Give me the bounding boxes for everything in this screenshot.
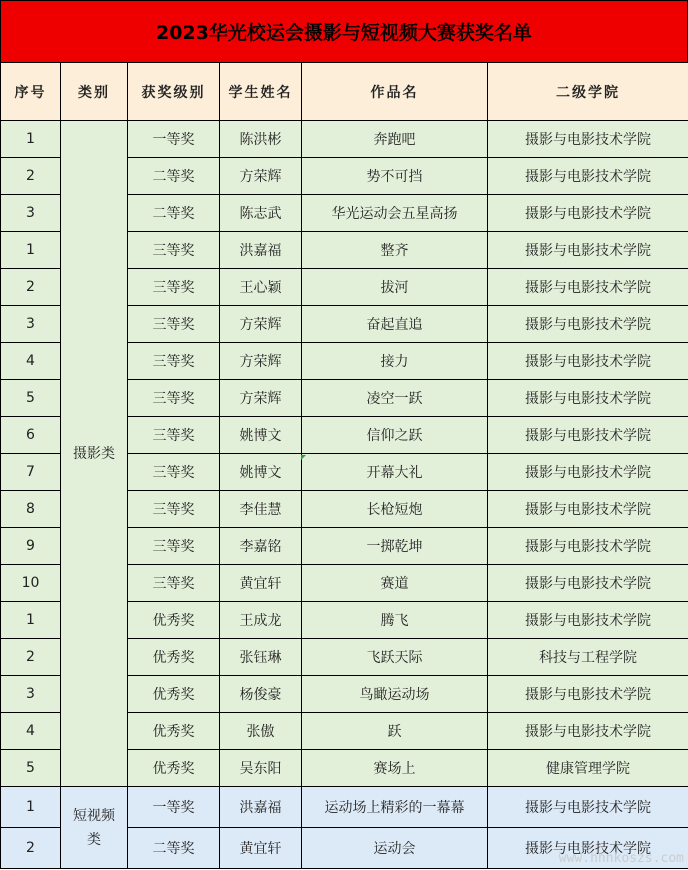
cell-college: 摄影与电影技术学院 bbox=[488, 158, 688, 195]
cell-college: 摄影与电影技术学院 bbox=[488, 121, 688, 158]
cell-college: 摄影与电影技术学院 bbox=[488, 713, 688, 750]
cell-award: 优秀奖 bbox=[128, 713, 220, 750]
cell-work: 凌空一跃 bbox=[302, 380, 488, 417]
cell-college: 摄影与电影技术学院 bbox=[488, 306, 688, 343]
category-photography: 摄影类 bbox=[61, 121, 128, 787]
cell-student: 姚博文 bbox=[220, 417, 302, 454]
col-header-college: 二级学院 bbox=[488, 63, 688, 121]
cell-award: 三等奖 bbox=[128, 454, 220, 491]
cell-college: 摄影与电影技术学院 bbox=[488, 491, 688, 528]
cell-work: 一掷乾坤 bbox=[302, 528, 488, 565]
cell-award: 二等奖 bbox=[128, 158, 220, 195]
cell-student: 方荣辉 bbox=[220, 343, 302, 380]
cell-student: 洪嘉福 bbox=[220, 232, 302, 269]
cell-index: 9 bbox=[1, 528, 61, 565]
cell-work: 赛场上 bbox=[302, 750, 488, 787]
cell-index: 10 bbox=[1, 565, 61, 602]
cell-work: 拔河 bbox=[302, 269, 488, 306]
cell-award: 三等奖 bbox=[128, 565, 220, 602]
winners-table bbox=[0, 62, 688, 869]
cell-work: 飞跃天际 bbox=[302, 639, 488, 676]
cell-index: 6 bbox=[1, 417, 61, 454]
col-header-award: 获奖级别 bbox=[128, 63, 220, 121]
cell-student: 李佳慧 bbox=[220, 491, 302, 528]
cell-college: 摄影与电影技术学院 bbox=[488, 676, 688, 713]
cell-award: 三等奖 bbox=[128, 343, 220, 380]
cell-student: 张傲 bbox=[220, 713, 302, 750]
cell-student: 陈志武 bbox=[220, 195, 302, 232]
cell-student: 洪嘉福 bbox=[220, 787, 302, 828]
sheet-title: 2023华光校运会摄影与短视频大赛获奖名单 bbox=[0, 0, 688, 63]
cell-award: 二等奖 bbox=[128, 828, 220, 869]
cell-index: 3 bbox=[1, 306, 61, 343]
cell-award: 优秀奖 bbox=[128, 676, 220, 713]
cell-work: 整齐 bbox=[302, 232, 488, 269]
cell-college: 摄影与电影技术学院 bbox=[488, 602, 688, 639]
col-header-index: 序号 bbox=[1, 63, 61, 121]
cell-award: 一等奖 bbox=[128, 787, 220, 828]
cell-award: 一等奖 bbox=[128, 121, 220, 158]
cell-award: 三等奖 bbox=[128, 491, 220, 528]
cell-work: 腾飞 bbox=[302, 602, 488, 639]
watermark-text: www.hnnkoszs.com bbox=[558, 851, 684, 866]
cell-award: 三等奖 bbox=[128, 417, 220, 454]
cell-index: 4 bbox=[1, 713, 61, 750]
cell-student: 张钰琳 bbox=[220, 639, 302, 676]
cell-student: 陈洪彬 bbox=[220, 121, 302, 158]
cell-work: 鸟瞰运动场 bbox=[302, 676, 488, 713]
cell-college: 摄影与电影技术学院 bbox=[488, 269, 688, 306]
cell-award: 优秀奖 bbox=[128, 602, 220, 639]
cell-work: 运动会 bbox=[302, 828, 488, 869]
cell-work: 开幕大礼 bbox=[302, 454, 488, 491]
cell-index: 2 bbox=[1, 269, 61, 306]
cell-college: 摄影与电影技术学院 bbox=[488, 380, 688, 417]
cell-work: 赛道 bbox=[302, 565, 488, 602]
cell-student: 黄宜轩 bbox=[220, 565, 302, 602]
cell-work: 奋起直追 bbox=[302, 306, 488, 343]
table-row bbox=[1, 121, 688, 158]
cell-work: 奔跑吧 bbox=[302, 121, 488, 158]
cell-work: 信仰之跃 bbox=[302, 417, 488, 454]
cell-student: 李嘉铭 bbox=[220, 528, 302, 565]
cell-college: 摄影与电影技术学院 bbox=[488, 417, 688, 454]
cell-award: 优秀奖 bbox=[128, 750, 220, 787]
cell-college: 健康管理学院 bbox=[488, 750, 688, 787]
cell-college: 摄影与电影技术学院 bbox=[488, 454, 688, 491]
cell-index: 1 bbox=[1, 602, 61, 639]
cell-college: 科技与工程学院 bbox=[488, 639, 688, 676]
cell-index: 8 bbox=[1, 491, 61, 528]
cell-index: 5 bbox=[1, 750, 61, 787]
cell-work: 华光运动会五星高扬 bbox=[302, 195, 488, 232]
cell-award: 优秀奖 bbox=[128, 639, 220, 676]
cell-student: 方荣辉 bbox=[220, 306, 302, 343]
cell-award: 三等奖 bbox=[128, 380, 220, 417]
cell-index: 3 bbox=[1, 676, 61, 713]
cell-student: 王心颖 bbox=[220, 269, 302, 306]
cell-student: 方荣辉 bbox=[220, 158, 302, 195]
cell-index: 4 bbox=[1, 343, 61, 380]
table-row bbox=[1, 787, 688, 828]
cell-index: 1 bbox=[1, 787, 61, 828]
cell-work: 接力 bbox=[302, 343, 488, 380]
cell-student: 姚博文 bbox=[220, 454, 302, 491]
cell-index: 2 bbox=[1, 828, 61, 869]
comment-marker-icon bbox=[301, 455, 306, 460]
cell-college: 摄影与电影技术学院 bbox=[488, 528, 688, 565]
cell-college: 摄影与电影技术学院 bbox=[488, 343, 688, 380]
col-header-student: 学生姓名 bbox=[220, 63, 302, 121]
header-row bbox=[1, 63, 688, 121]
cell-college: 摄影与电影技术学院 bbox=[488, 565, 688, 602]
cell-index: 1 bbox=[1, 121, 61, 158]
cell-award: 三等奖 bbox=[128, 528, 220, 565]
cell-index: 3 bbox=[1, 195, 61, 232]
cell-award: 二等奖 bbox=[128, 195, 220, 232]
cell-student: 杨俊豪 bbox=[220, 676, 302, 713]
cell-college: 摄影与电影技术学院 bbox=[488, 195, 688, 232]
cell-index: 1 bbox=[1, 232, 61, 269]
cell-award: 三等奖 bbox=[128, 232, 220, 269]
cell-index: 2 bbox=[1, 639, 61, 676]
col-header-category: 类别 bbox=[61, 63, 128, 121]
cell-college: 摄影与电影技术学院 bbox=[488, 232, 688, 269]
category-short-video: 短视频类 bbox=[61, 787, 128, 869]
cell-work: 势不可挡 bbox=[302, 158, 488, 195]
cell-student: 吴东阳 bbox=[220, 750, 302, 787]
cell-work: 跃 bbox=[302, 713, 488, 750]
cell-award: 三等奖 bbox=[128, 269, 220, 306]
cell-student: 黄宜轩 bbox=[220, 828, 302, 869]
cell-index: 5 bbox=[1, 380, 61, 417]
col-header-work: 作品名 bbox=[302, 63, 488, 121]
cell-student: 王成龙 bbox=[220, 602, 302, 639]
cell-index: 2 bbox=[1, 158, 61, 195]
cell-award: 三等奖 bbox=[128, 306, 220, 343]
cell-index: 7 bbox=[1, 454, 61, 491]
cell-work: 运动场上精彩的一幕幕 bbox=[302, 787, 488, 828]
cell-student: 方荣辉 bbox=[220, 380, 302, 417]
cell-college: 摄影与电影技术学院 bbox=[488, 828, 688, 869]
cell-college: 摄影与电影技术学院 bbox=[488, 787, 688, 828]
cell-work: 长枪短炮 bbox=[302, 491, 488, 528]
